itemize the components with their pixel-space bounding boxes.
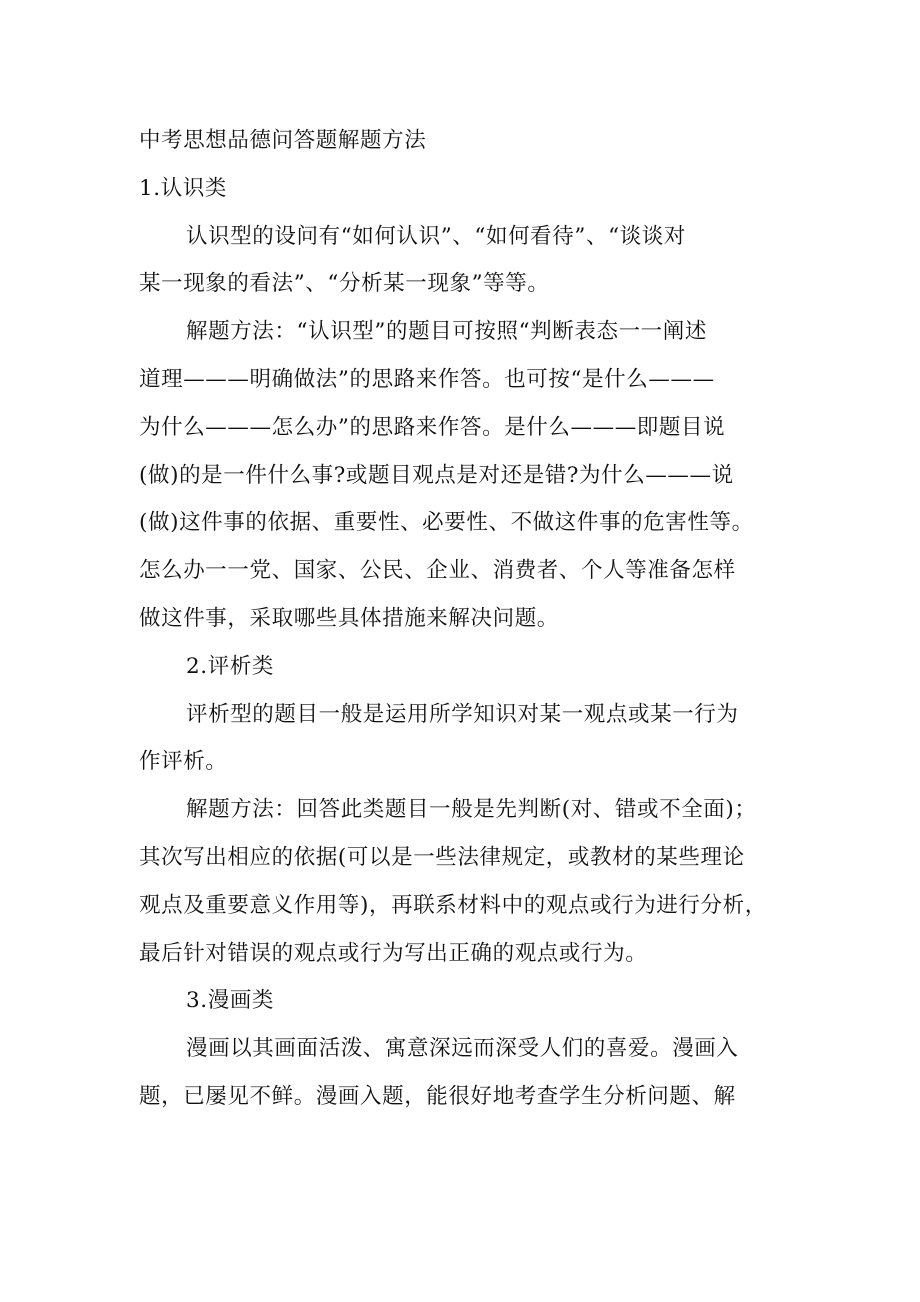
paragraph-line: 作评析。 (139, 749, 228, 775)
paragraph-line: 其次写出相应的依据(可以是一些法律规定，或教材的某些理论 (139, 844, 745, 870)
paragraph-line: 漫画以其画面活泼、寓意深远而深受人们的喜爱。漫画入 (186, 1036, 739, 1062)
document-body (139, 117, 789, 1121)
paragraph-line: 最后针对错误的观点或行为写出正确的观点或行为。 (139, 940, 648, 966)
paragraph-line: 观点及重要意义作用等)，再联系材料中的观点或行为进行分析， (139, 892, 767, 918)
paragraph-line: 认识型的设问有“如何认识”、“如何看待”、“谈谈对 (186, 223, 686, 249)
paragraph-line: 为什么———怎么办”的思路来作答。是什么———即题目说 (139, 414, 726, 440)
section-heading-2: 2.评析类 (186, 653, 275, 679)
paragraph-line: 做这件事，采取哪些具体措施来解决问题。 (139, 605, 559, 631)
paragraph-line: (做)这件事的依据、重要性、必要性、不做这件事的危害性等。 (139, 510, 754, 536)
paragraph-line: 道理———明确做法”的思路来作答。也可按“是什么——— (139, 366, 715, 392)
paragraph-line: 某一现象的看法”、“分析某一现象”等等。 (139, 271, 550, 297)
paragraph-line: 解题方法：“认识型”的题目可按照“判断表态一一阐述 (186, 319, 707, 345)
paragraph-line: 解题方法：回答此类题目一般是先判断(对、错或不全面)； (186, 797, 757, 823)
paragraph-line: 评析型的题目一般是运用所学知识对某一观点或某一行为 (186, 701, 739, 727)
document-title: 中考思想品德问答题解题方法 (139, 128, 427, 153)
paragraph-line: (做)的是一件什么事?或题目观点是对还是错?为什么———说 (139, 462, 734, 488)
paragraph-line: 题，已屡见不鲜。漫画入题，能很好地考查学生分析问题、解 (139, 1083, 736, 1109)
section-heading-3: 3.漫画类 (186, 988, 275, 1014)
section-heading-1: 1.认识类 (139, 175, 228, 201)
paragraph-line: 怎么办一一党、国家、公民、企业、消费者、个人等准备怎样 (139, 558, 736, 584)
